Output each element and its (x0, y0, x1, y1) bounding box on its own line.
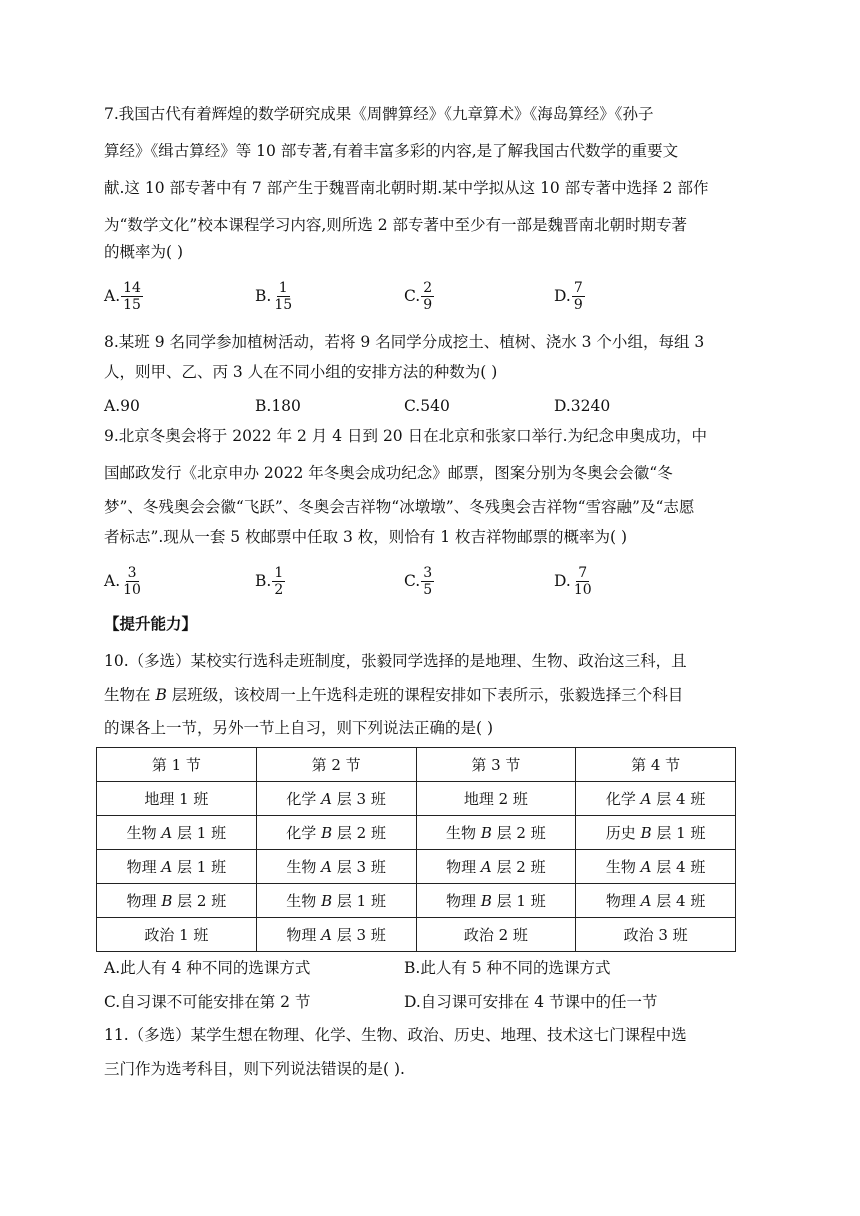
q10-option-d[interactable]: D.自习课可安排在 4 节课中的任一节 (404, 993, 658, 1011)
table-cell: 历史 B 层 1 班 (576, 816, 736, 850)
table-cell: 化学 B 层 2 班 (256, 816, 416, 850)
table-cell: 化学 A 层 4 班 (576, 782, 736, 816)
q9-option-d[interactable] (554, 561, 594, 601)
q7-line-4: 为“数学文化”校本课程学习内容,则所选 2 部专著中至少有一部是魏晋南北朝时期专著 (104, 216, 687, 234)
q8-option-c[interactable]: C.540 (404, 397, 450, 415)
q9-option-a[interactable] (104, 561, 143, 601)
q9-options (104, 561, 764, 601)
option-label: C. (404, 572, 421, 590)
text-segment: 层班级，该校周一上午选科走班的课程安排如下表所示，张毅选择三个科目 (166, 686, 684, 704)
option-label: B. (255, 287, 272, 305)
fraction (572, 280, 585, 313)
q9-line-3: 梦”、冬残奥会会徽“飞跃”、冬奥会吉祥物“冰墩墩”、冬残奥会吉祥物“雪容融”及“志愿 (104, 498, 695, 516)
q9-line-4: 者标志”.现从一套 5 枚邮票中任取 3 枚，则恰有 1 枚吉祥物邮票的概率为( ) (104, 528, 628, 546)
table-cell: 化学 A 层 3 班 (256, 782, 416, 816)
fraction (121, 565, 143, 598)
q7-options (104, 276, 764, 316)
table-cell: 生物 B 层 1 班 (256, 884, 416, 918)
q7-option-b[interactable] (255, 276, 294, 316)
fraction (272, 565, 285, 598)
q8-option-b[interactable]: B.180 (255, 397, 301, 415)
q8-options (104, 396, 764, 416)
q10-option-c[interactable]: C.自习课不可能安排在第 2 节 (104, 993, 311, 1011)
table-header-cell: 第 3 节 (416, 748, 576, 782)
numerator: 3 (423, 564, 433, 581)
table-row (97, 918, 736, 952)
table-header-cell: 第 1 节 (97, 748, 257, 782)
table-cell: 政治 2 班 (416, 918, 576, 952)
table-cell: 地理 1 班 (97, 782, 257, 816)
q9-line-2: 国邮政发行《北京申办 2022 年冬奥会成功纪念》邮票，图案分别为冬奥会会徽“冬 (104, 464, 673, 482)
table-row (97, 884, 736, 918)
q9-line-1: 9.北京冬奥会将于 2022 年 2 月 4 日到 20 日在北京和张家口举行.为纪念申奥成功，中 (104, 427, 708, 445)
denominator: 15 (274, 296, 293, 313)
table-cell: 生物 B 层 2 班 (416, 816, 576, 850)
numerator: 2 (423, 279, 433, 296)
denominator: 5 (423, 581, 433, 598)
schedule-table (96, 747, 736, 952)
q8-line-2: 人，则甲、乙、丙 3 人在不同小组的安排方法的种数为( ) (104, 363, 498, 381)
numerator: 1 (278, 279, 288, 296)
q11-line-2: 三门作为选考科目，则下列说法错误的是( ). (104, 1060, 405, 1078)
option-label: B. (255, 572, 272, 590)
table-cell: 生物 A 层 4 班 (576, 850, 736, 884)
q10-line-3: 的课各上一节，另外一节上自习，则下列说法正确的是( ) (104, 719, 494, 737)
numerator: 7 (578, 564, 588, 581)
denominator: 9 (423, 296, 433, 313)
denominator: 2 (274, 581, 284, 598)
table-cell: 生物 A 层 3 班 (256, 850, 416, 884)
table-cell: 物理 B 层 1 班 (416, 884, 576, 918)
option-label: D. (554, 287, 571, 305)
q11-line-1: 11.（多选）某学生想在物理、化学、生物、政治、历史、地理、技术这七门课程中选 (104, 1026, 687, 1044)
table-cell: 物理 A 层 2 班 (416, 850, 576, 884)
q8-line-1: 8.某班 9 名同学参加植树活动，若将 9 名同学分成挖土、植树、浇水 3 个小组，每组 3 (104, 333, 705, 351)
table-cell: 政治 3 班 (576, 918, 736, 952)
q7-line-5: 的概率为( ) (104, 243, 184, 261)
q7-line-2: 算经》《缉古算经》等 10 部专著,有着丰富多彩的内容,是了解我国古代数学的重要文 (104, 142, 679, 160)
section-heading: 【提升能力】 (104, 615, 198, 633)
option-label: C. (404, 287, 421, 305)
fraction (421, 280, 434, 313)
table-header-row (97, 748, 736, 782)
fraction (421, 565, 434, 598)
numerator: 1 (274, 564, 284, 581)
q9-option-c[interactable] (404, 561, 434, 601)
numerator: 7 (573, 279, 583, 296)
q10-line-1: 10.（多选）某校实行选科走班制度，张毅同学选择的是地理、生物、政治这三科，且 (104, 652, 687, 670)
q7-option-d[interactable] (554, 276, 585, 316)
numerator: 3 (127, 564, 137, 581)
table-row (97, 782, 736, 816)
numerator: 14 (123, 279, 141, 296)
q10-line-2 (104, 685, 683, 705)
table-cell: 物理 A 层 1 班 (97, 850, 257, 884)
text-segment: 生物在 (104, 686, 156, 704)
q7-option-c[interactable] (404, 276, 434, 316)
q7-line-1: 7.我国古代有着辉煌的数学研究成果《周髀算经》《九章算术》《海岛算经》《孙子 (104, 105, 654, 123)
table-cell: 生物 A 层 1 班 (97, 816, 257, 850)
q8-option-d[interactable]: D.3240 (554, 397, 611, 415)
fraction (121, 280, 143, 313)
table-cell: 物理 B 层 2 班 (97, 884, 257, 918)
q8-option-a[interactable]: A.90 (104, 397, 140, 415)
option-label: D. (554, 572, 571, 590)
variable: B (155, 686, 167, 704)
table-cell: 物理 A 层 4 班 (576, 884, 736, 918)
option-label: A. (104, 572, 121, 590)
q10-option-b[interactable]: B.此人有 5 种不同的选课方式 (404, 959, 611, 977)
q10-option-a[interactable]: A.此人有 4 种不同的选课方式 (104, 959, 311, 977)
fraction (572, 565, 594, 598)
denominator: 10 (573, 581, 592, 598)
table-row (97, 850, 736, 884)
q7-line-3: 献.这 10 部专著中有 7 部产生于魏晋南北朝时期.某中学拟从这 10 部专著中选择 2 部作 (104, 179, 709, 197)
table-cell: 政治 1 班 (97, 918, 257, 952)
denominator: 9 (573, 296, 583, 313)
table-header-cell: 第 4 节 (576, 748, 736, 782)
table-header-cell: 第 2 节 (256, 748, 416, 782)
table-cell: 物理 A 层 3 班 (256, 918, 416, 952)
table-row (97, 816, 736, 850)
q7-option-a[interactable] (104, 276, 143, 316)
q9-option-b[interactable] (255, 561, 285, 601)
option-label: A. (104, 287, 121, 305)
denominator: 15 (123, 296, 141, 313)
denominator: 10 (123, 581, 141, 598)
fraction (272, 280, 294, 313)
table-cell: 地理 2 班 (416, 782, 576, 816)
